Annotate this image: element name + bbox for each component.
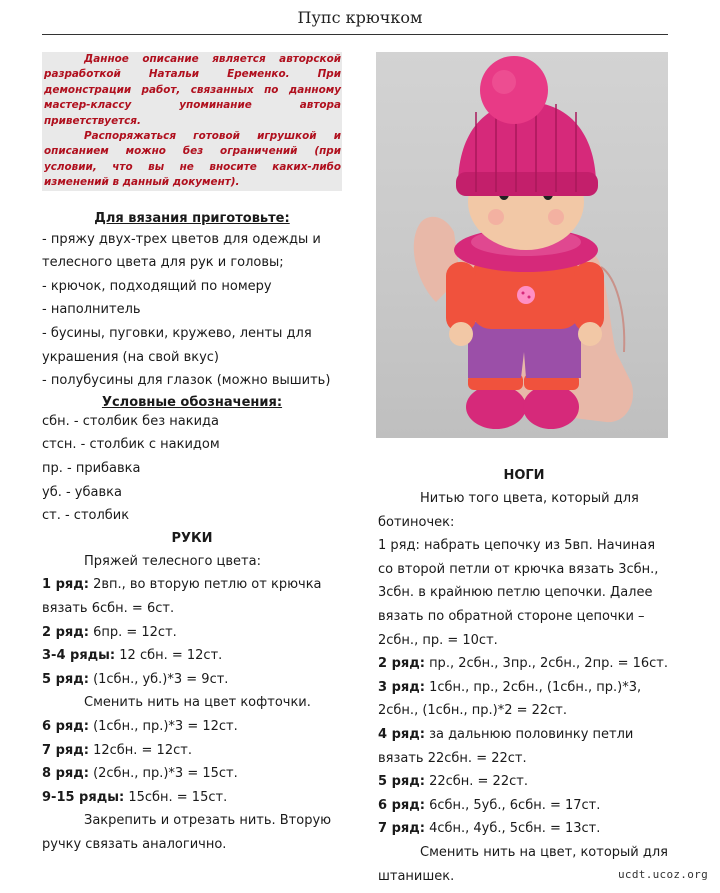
legs-change-note: Сменить нить на цвет, который для штанишек. [378,844,669,884]
pattern-row: 7 ряд: 4сбн., 4уб., 5сбн. = 13ст. [378,821,601,837]
arms-intro: Пряжей телесного цвета: [84,553,261,569]
pattern-row: 2 ряд: пр., 2сбн., 3пр., 2сбн., 2пр. = 16ст. [378,656,669,672]
legend-item: сбн. - столбик без накида [42,413,219,429]
crochet-doll-illustration [376,52,668,438]
list-item: - пряжу двух-трех цветов для одежды и телесного цвета для рук и головы; [42,231,321,271]
list-item: - бусины, пуговки, кружево, ленты для украшения (на свой вкус) [42,326,312,365]
legend-item: пр. - прибавка [42,461,141,476]
title-divider [42,34,668,35]
pattern-row: 6 ряд: 6сбн., 5уб., 6сбн. = 17ст. [378,797,601,813]
pattern-row: 6 ряд: (1сбн., пр.)*3 = 12ст. [42,718,238,734]
pattern-row: 4 ряд: за дальнюю половинку петли вязать 22сбн. = 22ст. [378,726,634,766]
left-column [42,52,342,857]
doll-photo [376,52,668,438]
author-note [42,52,342,191]
author-note-paragraph-1: Данное описание является авторской разработкой Натальи Еременко. При демонстрации работ, связанных по данному мастер-классу упоминание автора приветствуется. [44,53,341,127]
legend-item: стсн. - столбик с накидом [42,437,220,453]
right-column [378,465,670,888]
list-item: - наполнитель [42,302,141,318]
prepare-heading: Для вязания приготовьте: [94,210,290,226]
pattern-row: 8 ряд: (2сбн., пр.)*3 = 15ст. [42,766,238,782]
pattern-row: 3-4 ряды: 12 сбн. = 12ст. [42,648,223,664]
arms-finish-note: Закрепить и отрезать нить. Вторую ручку связать аналогично. [42,813,332,852]
arms-change-note: Сменить нить на цвет кофточки. [84,695,311,711]
list-item: - крючок, подходящий по номеру [42,278,272,294]
pattern-row: 5 ряд: (1сбн., уб.)*3 = 9ст. [42,671,229,687]
pattern-row: 5 ряд: 22сбн. = 22ст. [378,774,528,790]
pattern-row: 3 ряд: 1сбн., пр., 2сбн., (1сбн., пр.)*3, 2сбн., (1сбн., пр.)*2 = 22ст. [378,679,642,719]
legend-item: ст. - столбик [42,508,130,524]
pattern-row: 7 ряд: 12сбн. = 12ст. [42,742,192,758]
pattern-row: 9-15 ряды: 15сбн. = 15ст. [42,789,228,805]
page-title: Пупс крючком [297,8,423,27]
legs-intro: Нитью того цвета, который для ботиночек: [378,491,639,530]
legend-item: уб. - убавка [42,484,122,500]
pattern-row: 1 ряд: 2вп., во вторую петлю от крючка вязать 6сбн. = 6ст. [42,577,322,616]
legend-heading: Условные обозначения: [101,394,283,410]
arms-heading: РУКИ [171,530,213,546]
legs-heading: НОГИ [503,468,545,483]
site-watermark: ucdt.ucoz.org [618,868,708,881]
list-item: - полубусины для глазок (можно вышить) [42,373,331,389]
pattern-row: 1 ряд: набрать цепочку из 5вп. Начиная со второй петли от крючка вязать 3сбн., 3сбн. в крайнюю петлю цепочки. Далее вязать по обратной стороне цепочки – 2сбн., пр. = 10ст. [378,538,659,648]
pattern-row: 2 ряд: 6пр. = 12ст. [42,624,177,640]
author-note-paragraph-2: Распоряжаться готовой игрушкой и описанием можно без ограничений (при условии, что вы не вносите каких-либо изменений в данный документ). [44,130,341,189]
